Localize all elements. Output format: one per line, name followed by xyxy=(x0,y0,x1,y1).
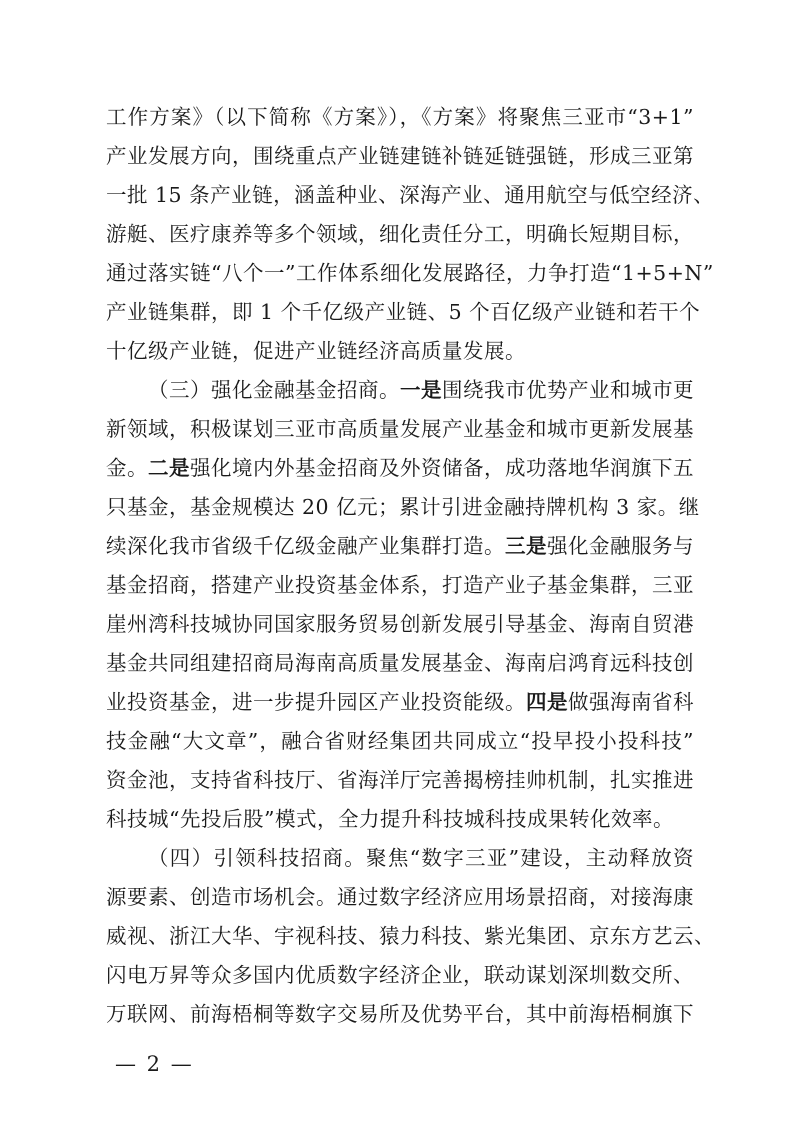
text-line xyxy=(106,956,694,995)
line-text: 技金融“大文章”，融合省财经集团共同成立“投早投小投科技” xyxy=(106,729,694,753)
line-text: （四）引领科技招商。聚焦“数字三亚”建设，主动释放资 xyxy=(148,846,694,870)
text-line xyxy=(106,410,694,449)
text-line xyxy=(106,527,694,566)
text-line xyxy=(106,176,715,215)
line-text: 资金池，支持省科技厅、省海洋厅完善揭榜挂帅机制，扎实推进 xyxy=(106,768,694,792)
line-text: 工作方案》（以下简称《方案》），《方案》将聚焦三亚市“3+1” xyxy=(106,105,694,129)
line-text: 只基金，基金规模达 20 亿元；累计引进金融持牌机构 3 家。继 xyxy=(106,495,700,519)
text-line xyxy=(106,995,694,1034)
line-text: 万联网、前海梧桐等数字交易所及优势平台，其中前海梧桐旗下 xyxy=(106,1002,694,1026)
line-text: 强化金融服务与 xyxy=(547,534,694,558)
text-line xyxy=(106,878,694,917)
line-text: 新领域，积极谋划三亚市高质量发展产业基金和城市更新发展基 xyxy=(106,417,694,441)
text-line xyxy=(106,371,694,410)
line-text: 科技城“先投后股”模式，全力提升科技城科技成果转化效率。 xyxy=(106,807,674,831)
line-text: 十亿级产业链，促进产业链经济高质量发展。 xyxy=(106,339,526,363)
line-text: 通过落实链“八个一”工作体系细化发展路径，力争打造“1+5+N” xyxy=(106,261,714,285)
line-text: 崖州湾科技城协同国家服务贸易创新发展引导基金、海南自贸港 xyxy=(106,612,694,636)
text-line xyxy=(106,449,694,488)
line-text: 源要素、创造市场机会。通过数字经济应用场景招商，对接海康 xyxy=(106,885,694,909)
line-text: 业投资基金，进一步提升园区产业投资能级。 xyxy=(106,690,526,714)
text-line xyxy=(106,683,694,722)
line-text: 基金共同组建招商局海南高质量发展基金、海南启鸿育远科技创 xyxy=(106,651,694,675)
document-body xyxy=(106,98,715,1034)
line-text: 一批 15 条产业链，涵盖种业、深海产业、通用航空与低空经济、 xyxy=(106,183,715,207)
emphasis-text: 一是 xyxy=(400,378,442,402)
line-text: 金。 xyxy=(106,456,148,480)
text-line xyxy=(106,839,694,878)
text-line xyxy=(106,605,694,644)
line-text: 强化境内外基金招商及外资储备，成功落地华润旗下五 xyxy=(190,456,694,480)
text-line xyxy=(106,566,694,605)
text-line xyxy=(106,254,714,293)
text-line xyxy=(106,722,694,761)
text-line xyxy=(106,332,694,371)
text-line xyxy=(106,137,694,176)
line-text: 威视、浙江大华、宇视科技、猿力科技、紫光集团、京东方艺云、 xyxy=(106,924,715,948)
line-text: 基金招商，搭建产业投资基金体系，打造产业子基金集群，三亚 xyxy=(106,573,694,597)
text-line xyxy=(106,215,694,254)
line-text: 产业链集群，即 1 个千亿级产业链、5 个百亿级产业链和若干个 xyxy=(106,300,701,324)
text-line xyxy=(106,800,694,839)
text-line xyxy=(106,293,701,332)
line-text: 围绕我市优势产业和城市更 xyxy=(442,378,694,402)
emphasis-text: 三是 xyxy=(505,534,547,558)
page-number: — 2 — xyxy=(115,1052,194,1076)
text-line xyxy=(106,98,694,137)
line-text: 做强海南省科 xyxy=(568,690,694,714)
text-line xyxy=(106,644,694,683)
line-text: （三）强化金融基金招商。 xyxy=(148,378,400,402)
text-line xyxy=(106,488,700,527)
emphasis-text: 二是 xyxy=(148,456,190,480)
line-text: 闪电万昇等众多国内优质数字经济企业，联动谋划深圳数交所、 xyxy=(106,963,694,987)
text-line xyxy=(106,917,715,956)
line-text: 产业发展方向，围绕重点产业链建链补链延链强链，形成三亚第 xyxy=(106,144,694,168)
text-line xyxy=(106,761,694,800)
emphasis-text: 四是 xyxy=(526,690,568,714)
line-text: 续深化我市省级千亿级金融产业集群打造。 xyxy=(106,534,505,558)
line-text: 游艇、医疗康养等多个领域，细化责任分工，明确长短期目标， xyxy=(106,222,694,246)
